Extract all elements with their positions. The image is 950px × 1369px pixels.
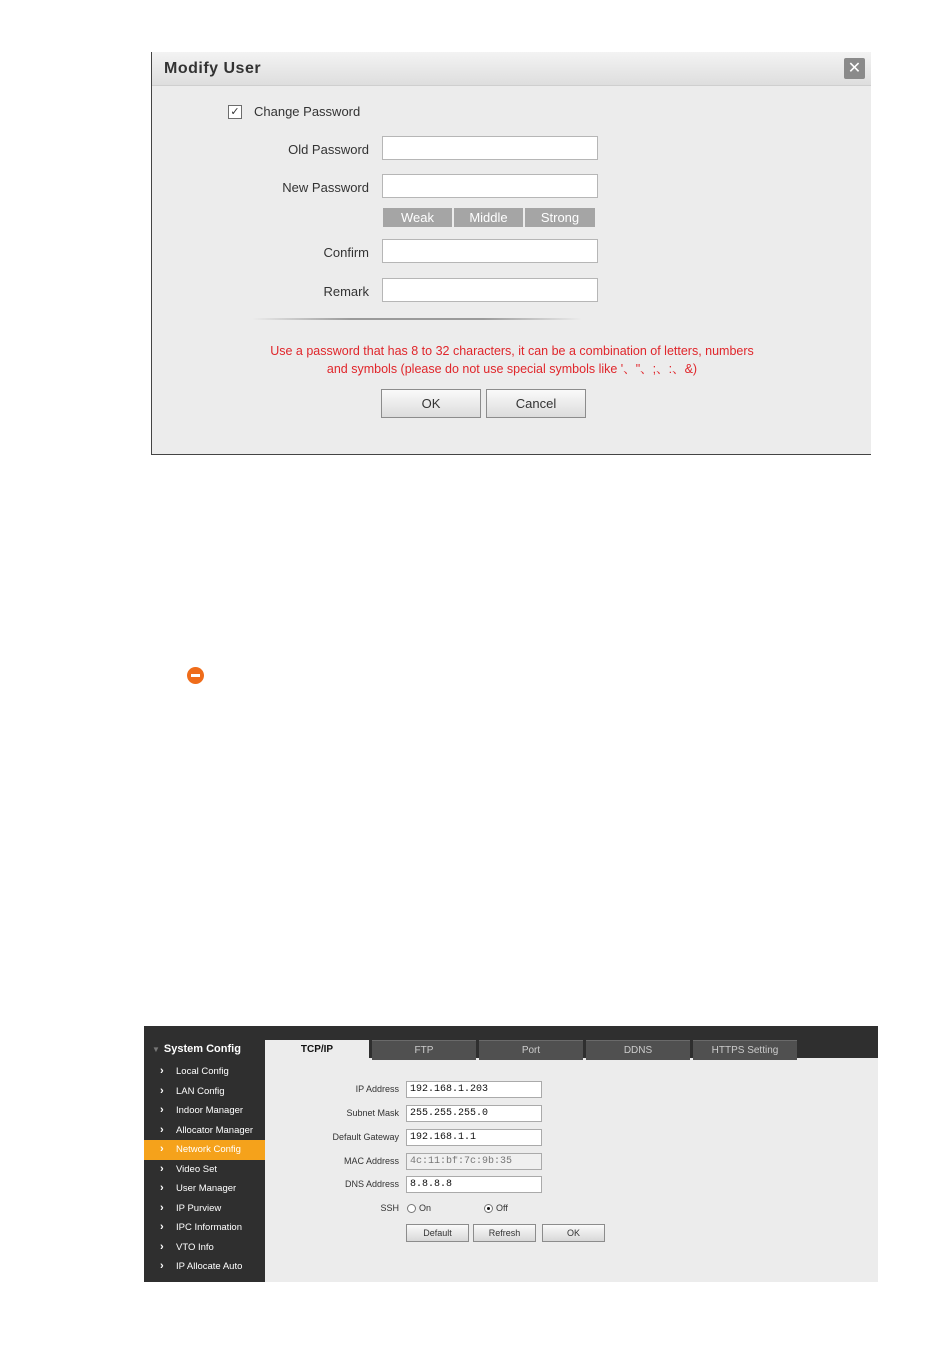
chevron-right-icon: ›	[160, 1084, 164, 1097]
chevron-right-icon: ›	[160, 1201, 164, 1214]
system-config-screen	[144, 1026, 878, 1292]
stop-icon	[187, 667, 204, 684]
ssh-off-label: Off	[496, 1203, 508, 1213]
ok-button[interactable]: OK	[381, 389, 481, 418]
chevron-right-icon: ›	[160, 1065, 164, 1077]
ip-address-label: IP Address	[355, 1084, 399, 1094]
mac-address-label: MAC Address	[343, 1156, 399, 1166]
confirm-password-input[interactable]	[382, 239, 598, 263]
sidebar-item-label: IP Allocate Auto	[176, 1261, 243, 1272]
sidebar-title: System Config	[163, 1043, 241, 1055]
confirm-label: Confirm	[323, 245, 369, 260]
tab-ddns[interactable]: DDNS	[586, 1040, 690, 1060]
chevron-right-icon: ›	[160, 1279, 164, 1292]
chevron-right-icon: ›	[160, 1143, 164, 1155]
sidebar-item-label: LAN Config	[176, 1085, 225, 1097]
change-password-row[interactable]	[228, 104, 360, 119]
remark-input[interactable]	[382, 278, 598, 302]
chevron-right-icon: ›	[160, 1123, 164, 1136]
dns-address-input[interactable]	[406, 1176, 542, 1193]
ssh-label: SSH	[380, 1203, 399, 1213]
chevron-right-icon: ›	[160, 1240, 164, 1253]
sidebar-item-allocator-manager[interactable]	[144, 1121, 265, 1141]
chevron-right-icon: ›	[160, 1221, 164, 1233]
sidebar-item-ip-allocate-auto[interactable]	[144, 1257, 265, 1277]
ssh-on-radio[interactable]	[407, 1204, 416, 1213]
dialog-header	[152, 52, 871, 86]
chevron-right-icon: ›	[160, 1104, 164, 1116]
collapse-icon: ▼	[152, 1045, 160, 1054]
password-hint-line1: Use a password that has 8 to 32 characters, it can be a combination of letters, numbers	[270, 344, 754, 358]
sidebar-item-publish-information[interactable]	[144, 1277, 265, 1297]
sidebar-item-label: Network Config	[176, 1144, 241, 1155]
change-password-label: Change Password	[254, 104, 361, 119]
old-password-input[interactable]	[382, 136, 598, 160]
password-hint	[222, 342, 802, 378]
ssh-off-radio[interactable]	[484, 1204, 493, 1213]
sidebar-item-ipc-information[interactable]	[144, 1218, 265, 1238]
chevron-right-icon: ›	[160, 1162, 164, 1175]
sidebar-item-video-set[interactable]	[144, 1160, 265, 1180]
tab-https-setting[interactable]: HTTPS Setting	[693, 1040, 797, 1060]
ssh-on-label: On	[419, 1203, 432, 1213]
cancel-button[interactable]: Cancel	[486, 389, 586, 418]
sidebar-item-label: VTO Info	[176, 1241, 214, 1253]
modify-user-dialog	[151, 52, 871, 455]
ip-address-input[interactable]	[406, 1081, 542, 1098]
sidebar-item-lan-config[interactable]	[144, 1082, 265, 1102]
chevron-right-icon: ›	[160, 1182, 164, 1194]
sidebar	[144, 1034, 265, 1296]
dialog-title: Modify User	[164, 60, 262, 77]
sidebar-header[interactable]	[144, 1034, 265, 1062]
change-password-checkbox[interactable]: ✓	[228, 105, 242, 119]
tab-tcpip[interactable]: TCP/IP	[265, 1040, 369, 1059]
sidebar-item-label: Local Config	[176, 1066, 229, 1077]
tab-port[interactable]: Port	[479, 1040, 583, 1060]
sidebar-item-ip-purview[interactable]	[144, 1199, 265, 1219]
sidebar-item-indoor-manager[interactable]	[144, 1101, 265, 1121]
remark-label: Remark	[323, 284, 369, 299]
tab-bar	[265, 1040, 800, 1060]
sidebar-item-user-manager[interactable]	[144, 1179, 265, 1199]
password-strength-meter	[383, 208, 597, 227]
sidebar-item-label: Allocator Manager	[176, 1124, 254, 1136]
strength-strong: Strong	[525, 208, 595, 227]
sidebar-item-label: IPC Information	[176, 1222, 242, 1233]
sidebar-item-label: IP Purview	[176, 1202, 222, 1214]
subnet-mask-input[interactable]	[406, 1105, 542, 1122]
strength-weak: Weak	[383, 208, 452, 227]
refresh-button[interactable]: Refresh	[473, 1224, 536, 1242]
sidebar-item-label: Video Set	[176, 1163, 218, 1175]
default-gateway-label: Default Gateway	[332, 1132, 399, 1142]
new-password-label: New Password	[282, 180, 369, 195]
new-password-input[interactable]	[382, 174, 598, 198]
sidebar-item-label: Indoor Manager	[176, 1105, 244, 1116]
sidebar-item-network-config[interactable]	[144, 1140, 265, 1160]
strength-middle: Middle	[454, 208, 523, 227]
sidebar-item-local-config[interactable]	[144, 1062, 265, 1082]
chevron-right-icon: ›	[160, 1260, 164, 1272]
ok-button[interactable]: OK	[542, 1224, 605, 1242]
sidebar-item-label: Publish Information	[176, 1280, 258, 1292]
default-gateway-input[interactable]	[406, 1129, 542, 1146]
subnet-mask-label: Subnet Mask	[346, 1108, 399, 1118]
mac-address-field	[406, 1153, 542, 1170]
old-password-label: Old Password	[288, 142, 369, 157]
default-button[interactable]: Default	[406, 1224, 469, 1242]
sidebar-item-vto-info[interactable]	[144, 1238, 265, 1258]
tab-ftp[interactable]: FTP	[372, 1040, 476, 1060]
divider	[252, 318, 582, 320]
sidebar-item-label: User Manager	[176, 1183, 237, 1194]
password-hint-line2: and symbols (please do not use special symbols like '、"、;、:、&)	[326, 362, 698, 376]
close-icon[interactable]: ✕	[844, 58, 865, 79]
dns-address-label: DNS Address	[344, 1179, 399, 1189]
